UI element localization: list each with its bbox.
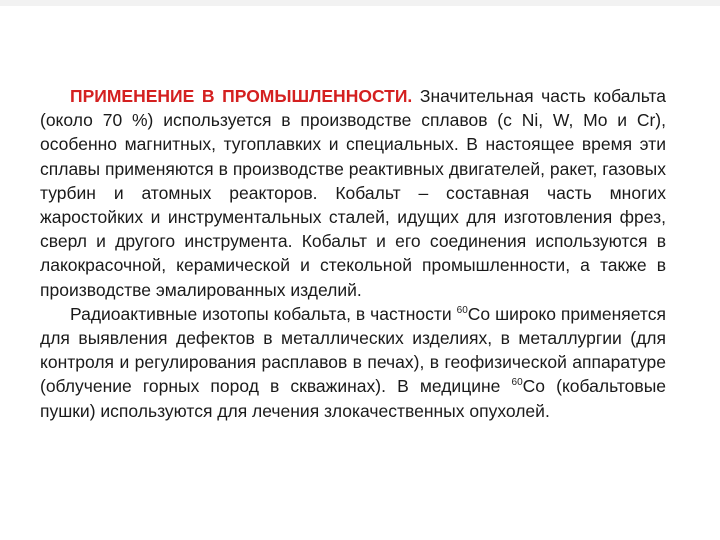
isotope-mass-number: 60 (511, 377, 523, 389)
isotope-mass-number: 60 (456, 304, 468, 316)
isotopes-text-part-3: (кобальтовые пушки) используются для лечения злокачественных опухолей. (40, 376, 666, 421)
top-strip (0, 0, 720, 6)
text-body (40, 84, 666, 423)
isotopes-text-part-2: широко применяется для выявления дефектов в металлических изделиях, в металлургии (для контроля и регулирования расплавов в печах), в геофизической аппаратуре (облучение горных пород в скважинах). В медицине (40, 303, 666, 397)
paragraph-industry-text: Значительная часть кобальта (около 70 %) используется в производстве сплавов (с Ni, W, Mo и Cr), особенно магнитных, тугоплавких и специальных. В настоящее время эти сплавы применяются в производстве реактивных двигателей, ракет, газовых турбин и атомных реакторов. Кобальт – составная часть многих жаростойких и инструментальных сталей, идущих для изготовления фрез, сверл и другого инструмента. Кобальт и его соединения используются в лакокрасочной, керамической и стекольной промышленности, а также в производстве эмалированных изделий. (40, 86, 666, 300)
isotope-element-symbol: Co (467, 303, 491, 324)
paragraph-industry (40, 84, 666, 302)
isotopes-text-part-1: Радиоактивные изотопы кобальта, в частности (70, 303, 457, 324)
section-heading: ПРИМЕНЕНИЕ В ПРОМЫШЛЕННОСТИ. (70, 86, 413, 106)
paragraph-isotopes (40, 302, 666, 423)
isotope-element-symbol: Co (522, 376, 546, 397)
